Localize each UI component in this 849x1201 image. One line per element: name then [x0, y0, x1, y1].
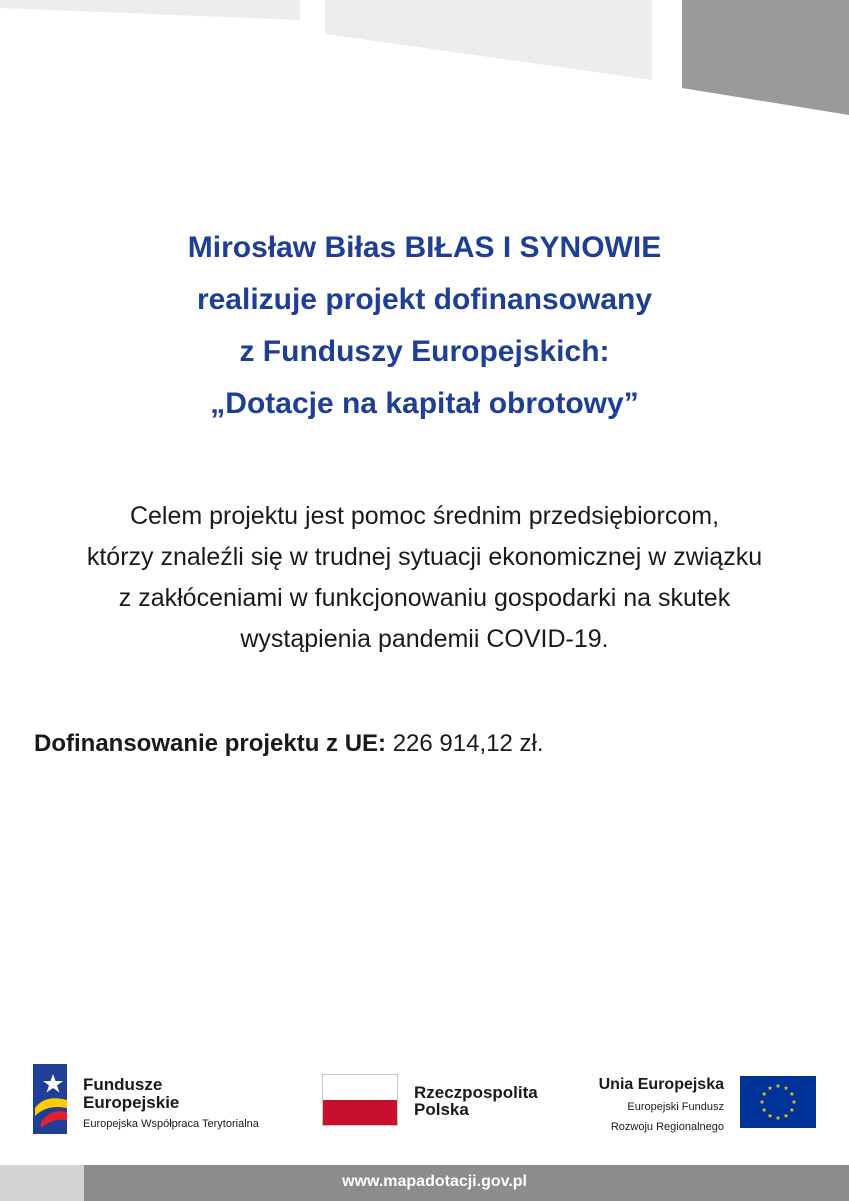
- fundusze-europejskie-logo-icon: [33, 1064, 75, 1134]
- ue-logo-text: [599, 1076, 724, 1134]
- title-line: z Funduszy Europejskich:: [239, 335, 610, 368]
- footer-url: www.mapadotacji.gov.pl: [342, 1173, 527, 1190]
- description-line: z zakłóceniami w funkcjonowaniu gospodarki na skutek: [118, 584, 731, 612]
- description-line: którzy znaleźli się w trudnej sytuacji ekonomicznej w związku: [86, 543, 763, 571]
- fe-title-line: Europejskie: [83, 1093, 180, 1112]
- title-line: Mirosław Biłas BIŁAS I SYNOWIE: [187, 231, 662, 264]
- funding-value: 226 914,12 zł.: [386, 730, 544, 757]
- eu-flag-icon: [740, 1076, 816, 1128]
- footer: [0, 1165, 849, 1201]
- project-title: [0, 222, 849, 430]
- logo-bar: [0, 1064, 849, 1144]
- description-line: Celem projektu jest pomoc średnim przedsiębiorcom,: [129, 502, 720, 530]
- ue-title: Unia Europejska: [598, 1076, 724, 1093]
- funding-label: Dofinansowanie projektu z UE:: [34, 730, 387, 757]
- ue-sub-line: Europejski Fundusz: [627, 1101, 724, 1113]
- top-decoration: [0, 0, 849, 120]
- title-line: „Dotacje na kapitał obrotowy”: [210, 387, 639, 420]
- title-line: realizuje projekt dofinansowany: [196, 283, 653, 316]
- rp-line: Rzeczpospolita: [414, 1083, 538, 1102]
- fe-logo-text: [83, 1076, 259, 1130]
- rp-logo-text: [414, 1084, 538, 1118]
- funding-amount: [34, 730, 543, 758]
- polish-flag-icon: [322, 1074, 398, 1126]
- rp-line: Polska: [414, 1100, 469, 1119]
- fe-subtitle: Europejska Współpraca Terytorialna: [83, 1118, 259, 1130]
- ue-sub-line: Rozwoju Regionalnego: [610, 1121, 724, 1133]
- project-description: [0, 496, 849, 660]
- fe-title-line: Fundusze: [83, 1075, 163, 1094]
- description-line: wystąpienia pandemii COVID-19.: [240, 625, 609, 653]
